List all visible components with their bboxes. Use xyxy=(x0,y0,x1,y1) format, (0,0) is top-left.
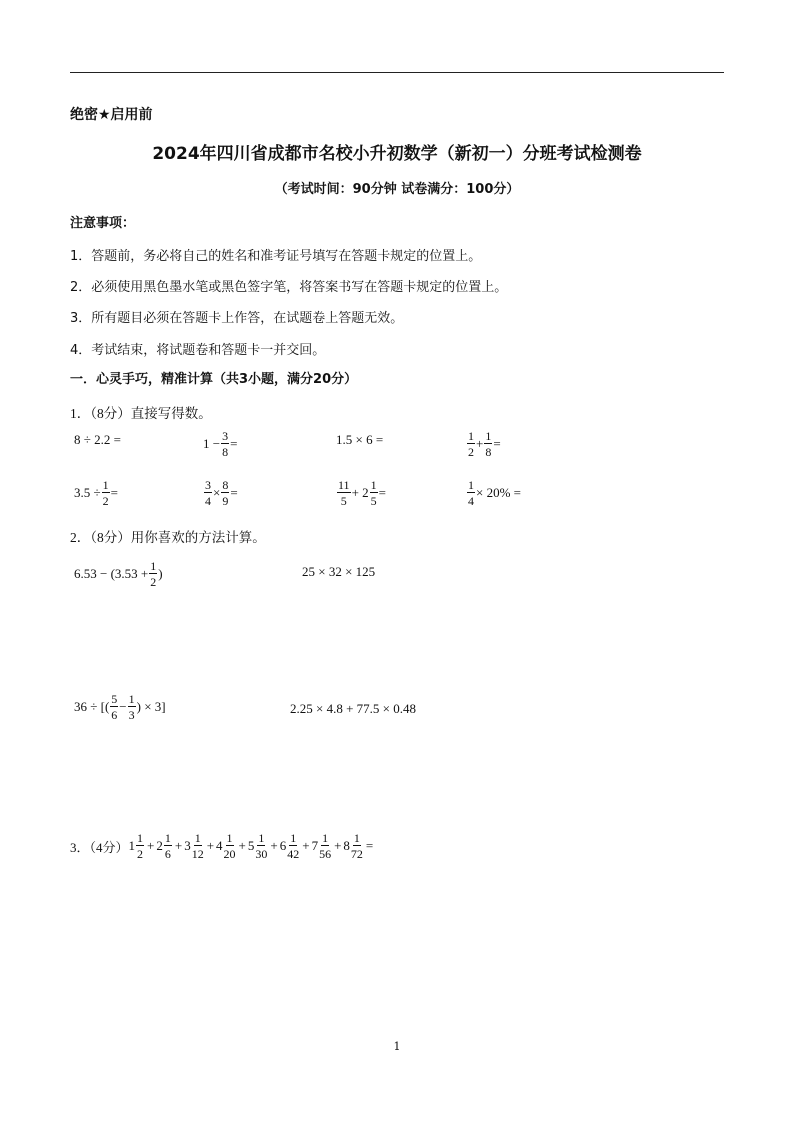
q3-term-fraction xyxy=(351,832,363,860)
q3-term-numerator: 1 xyxy=(258,831,265,845)
notice-item-4: 4．考试结束，将试题卷和答题卡一并交回。 xyxy=(70,343,326,358)
q1-expr-3: 1.5 × 6 = xyxy=(336,432,384,447)
secret-label: 绝密★启用前 xyxy=(70,107,153,123)
q3-term-fraction xyxy=(287,832,299,860)
q1-expr-5: 3.5 ÷ $\frac{1}{2}$ = xyxy=(74,478,118,508)
q1-expr-7: $\frac{11}{5}$ + 2 $\frac{1}{5}$ = xyxy=(338,478,386,508)
q3-term-whole: 4 xyxy=(216,838,223,853)
q3-expression xyxy=(129,832,376,860)
question-2-label: 2．（8分）用你喜欢的方法计算。 xyxy=(70,530,266,545)
q3-term-operator: + xyxy=(334,838,342,853)
q3-term-fraction xyxy=(319,832,331,860)
q3-term-numerator: 1 xyxy=(226,831,233,845)
q3-term-numerator: 1 xyxy=(353,831,360,845)
q3-term-whole: 6 xyxy=(279,838,287,853)
q3-term-fraction xyxy=(255,832,267,860)
q2-expr-b: 25 × 32 × 125 xyxy=(302,564,376,579)
page-number: 1 xyxy=(393,1040,401,1053)
q3-term-denominator: 72 xyxy=(350,847,363,861)
question-3-label: 3．（4分） xyxy=(70,839,129,855)
q3-term-whole: 8 xyxy=(343,838,350,853)
q3-term-whole: 3 xyxy=(184,838,191,853)
q3-term-denominator: 6 xyxy=(164,847,171,861)
q3-term-whole: 5 xyxy=(247,838,255,853)
q3-term-denominator: 12 xyxy=(191,847,204,861)
q2-expr-d: 2.25 × 4.8 + 77.5 × 0.48 xyxy=(290,701,416,716)
q3-term-operator: + xyxy=(174,838,183,853)
q1-expr-1: 8 ÷ 2.2 = xyxy=(74,432,121,447)
q3-term-operator: + xyxy=(206,838,215,853)
q3-term-numerator: 1 xyxy=(290,831,297,845)
section-1-title: 一．心灵手巧，精准计算（共3小题，满分20分） xyxy=(70,372,358,387)
notice-item-2: 2．必须使用黑色墨水笔或黑色签字笔，将答案书写在答题卡规定的位置上。 xyxy=(70,280,508,295)
q2-expr-c: 36 ÷ [( $\frac{5}{6}$ − $\frac{1}{3}$ ) × 3] xyxy=(74,692,166,722)
exam-title: 2024年四川省成都市名校小升初数学（新初一）分班考试检测卷 xyxy=(152,144,642,164)
q1-expr-6: $\frac{3}{4}$ × $\frac{8}{9}$ = xyxy=(205,478,238,508)
q3-term-denominator: 30 xyxy=(255,847,268,861)
q2-expr-a: 6.53 − (3.53 + $\frac{1}{2}$ ) xyxy=(74,559,163,589)
q1-expr-8: $\frac{1}{4}$ × 20% = xyxy=(468,478,521,508)
q1-expr-4: $\frac{1}{2}$ + $\frac{1}{8}$ = xyxy=(468,429,501,459)
q3-term-fraction xyxy=(136,832,144,860)
q3-term-operator: + xyxy=(302,838,310,853)
q3-term-numerator: 1 xyxy=(137,831,144,845)
q3-term-whole: 7 xyxy=(311,838,319,853)
q3-term-denominator: 56 xyxy=(319,847,332,861)
q3-term-operator: = xyxy=(365,838,374,853)
q3-term-denominator: 42 xyxy=(287,847,300,861)
q3-term-denominator: 20 xyxy=(223,847,236,861)
q3-term-whole: 2 xyxy=(156,838,163,853)
question-1-label: 1．（8分）直接写得数。 xyxy=(70,406,212,421)
q3-term-fraction xyxy=(224,832,236,860)
notice-item-3: 3．所有题目必须在答题卡上作答，在试题卷上答题无效。 xyxy=(70,311,404,326)
q3-term-denominator: 2 xyxy=(137,847,144,861)
q3-term-numerator: 1 xyxy=(164,831,171,845)
q3-term-operator: + xyxy=(147,838,155,853)
q3-term-operator: + xyxy=(270,838,278,853)
question-3 xyxy=(70,832,375,860)
notice-item-1: 1．答题前，务必将自己的姓名和准考证号填写在答题卡规定的位置上。 xyxy=(70,249,482,264)
q3-term-numerator: 1 xyxy=(194,831,201,845)
header-rule xyxy=(70,72,724,73)
notice-heading: 注意事项： xyxy=(70,216,136,231)
q1-expr-2: 1 − $\frac{3}{8}$ = xyxy=(203,429,238,459)
q3-term-numerator: 1 xyxy=(322,831,329,845)
q3-term-fraction xyxy=(164,832,172,860)
q3-term-whole: 1 xyxy=(128,838,136,853)
q3-term-fraction xyxy=(192,832,204,860)
exam-subtitle: （考试时间：90分钟 试卷满分：100分） xyxy=(274,182,520,197)
q3-term-operator: + xyxy=(238,838,246,853)
